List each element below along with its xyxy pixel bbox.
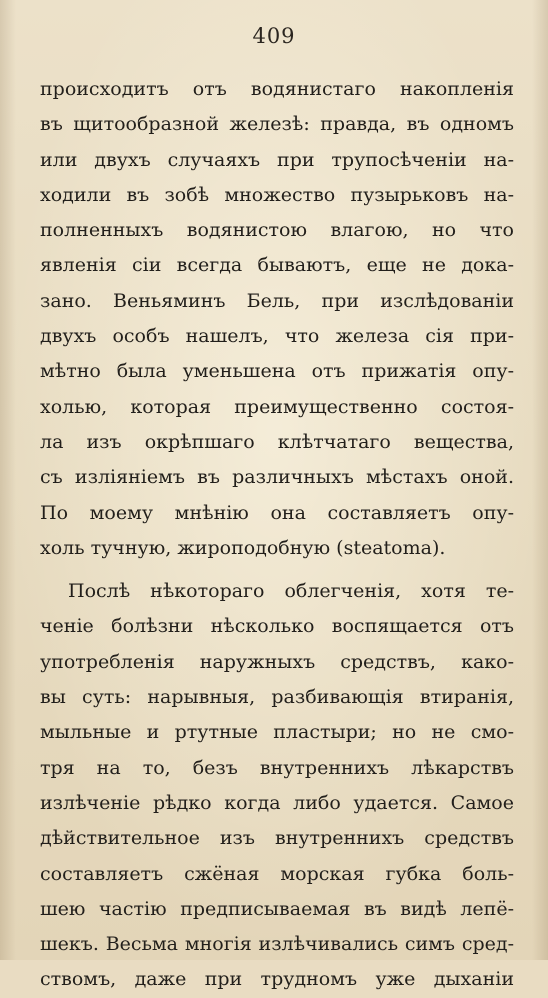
- paragraph-2: [40, 574, 514, 998]
- text-line: мыльные и ртутные пластыри; но не смо-: [40, 721, 514, 744]
- text-line: Послѣ нѣкотораго облегченія, хотя те-: [68, 580, 514, 603]
- text-line: ченіе болѣзни нѣсколько воспящается отъ: [40, 615, 514, 638]
- text-line: тря на то, безъ внутреннихъ лѣкарствъ: [40, 756, 514, 779]
- page-edge-shadow-right: [532, 0, 548, 960]
- paragraph-1: [40, 72, 514, 566]
- text-line: холь тучную, жироподобную (steatoma).: [40, 536, 446, 559]
- text-line: дѣйствительное изъ внутреннихъ средствъ: [40, 827, 514, 850]
- page-edge-shadow-left: [0, 0, 16, 960]
- text-line: ствомъ, даже при трудномъ уже дыханіи: [40, 968, 514, 991]
- text-line: происходитъ отъ водянистаго накопленія: [40, 78, 514, 100]
- body-text: [40, 72, 514, 998]
- text-line: шекъ. Весьма многія излѣчивались симъ сред-: [40, 933, 514, 956]
- text-line: вы суть: нарывныя, разбивающія втиранія,: [40, 686, 514, 709]
- text-line: въ щитообразной железѣ: правда, въ одномъ: [40, 113, 514, 136]
- page-number: 409: [252, 24, 296, 48]
- text-line: составляетъ сжёная морская губка боль-: [40, 862, 514, 885]
- text-line: ходили въ зобѣ множество пузырьковъ на-: [40, 183, 514, 206]
- text-line: По моему мнѣнію она составляетъ опу-: [40, 501, 514, 524]
- text-line: полненныхъ водянистою влагою, но что: [40, 219, 514, 242]
- text-line: съ изліяніемъ въ различныхъ мѣстахъ оной.: [40, 466, 514, 489]
- text-line: излѣченіе рѣдко когда либо удается. Самое: [40, 791, 514, 814]
- text-line: явленія сіи всегда бываютъ, еще не дока-: [40, 254, 514, 277]
- text-line: или двухъ случаяхъ при трупосѣченіи на-: [40, 148, 514, 171]
- text-line: мѣтно была уменьшена отъ прижатія опу-: [40, 360, 514, 383]
- text-line: шею частію предписываемая въ видѣ лепё-: [40, 897, 514, 920]
- text-line: употребленія наружныхъ средствъ, како-: [40, 650, 514, 673]
- text-line: холью, которая преимущественно состоя-: [40, 395, 514, 418]
- paragraph-gap: [40, 566, 514, 574]
- text-line: двухъ особъ нашелъ, что железа сія при-: [40, 325, 514, 348]
- text-line: ла изъ окрѣпшаго клѣтчатаго вещества,: [40, 430, 514, 453]
- text-line: зано. Веньяминъ Бель, при изслѣдованіи: [40, 289, 514, 312]
